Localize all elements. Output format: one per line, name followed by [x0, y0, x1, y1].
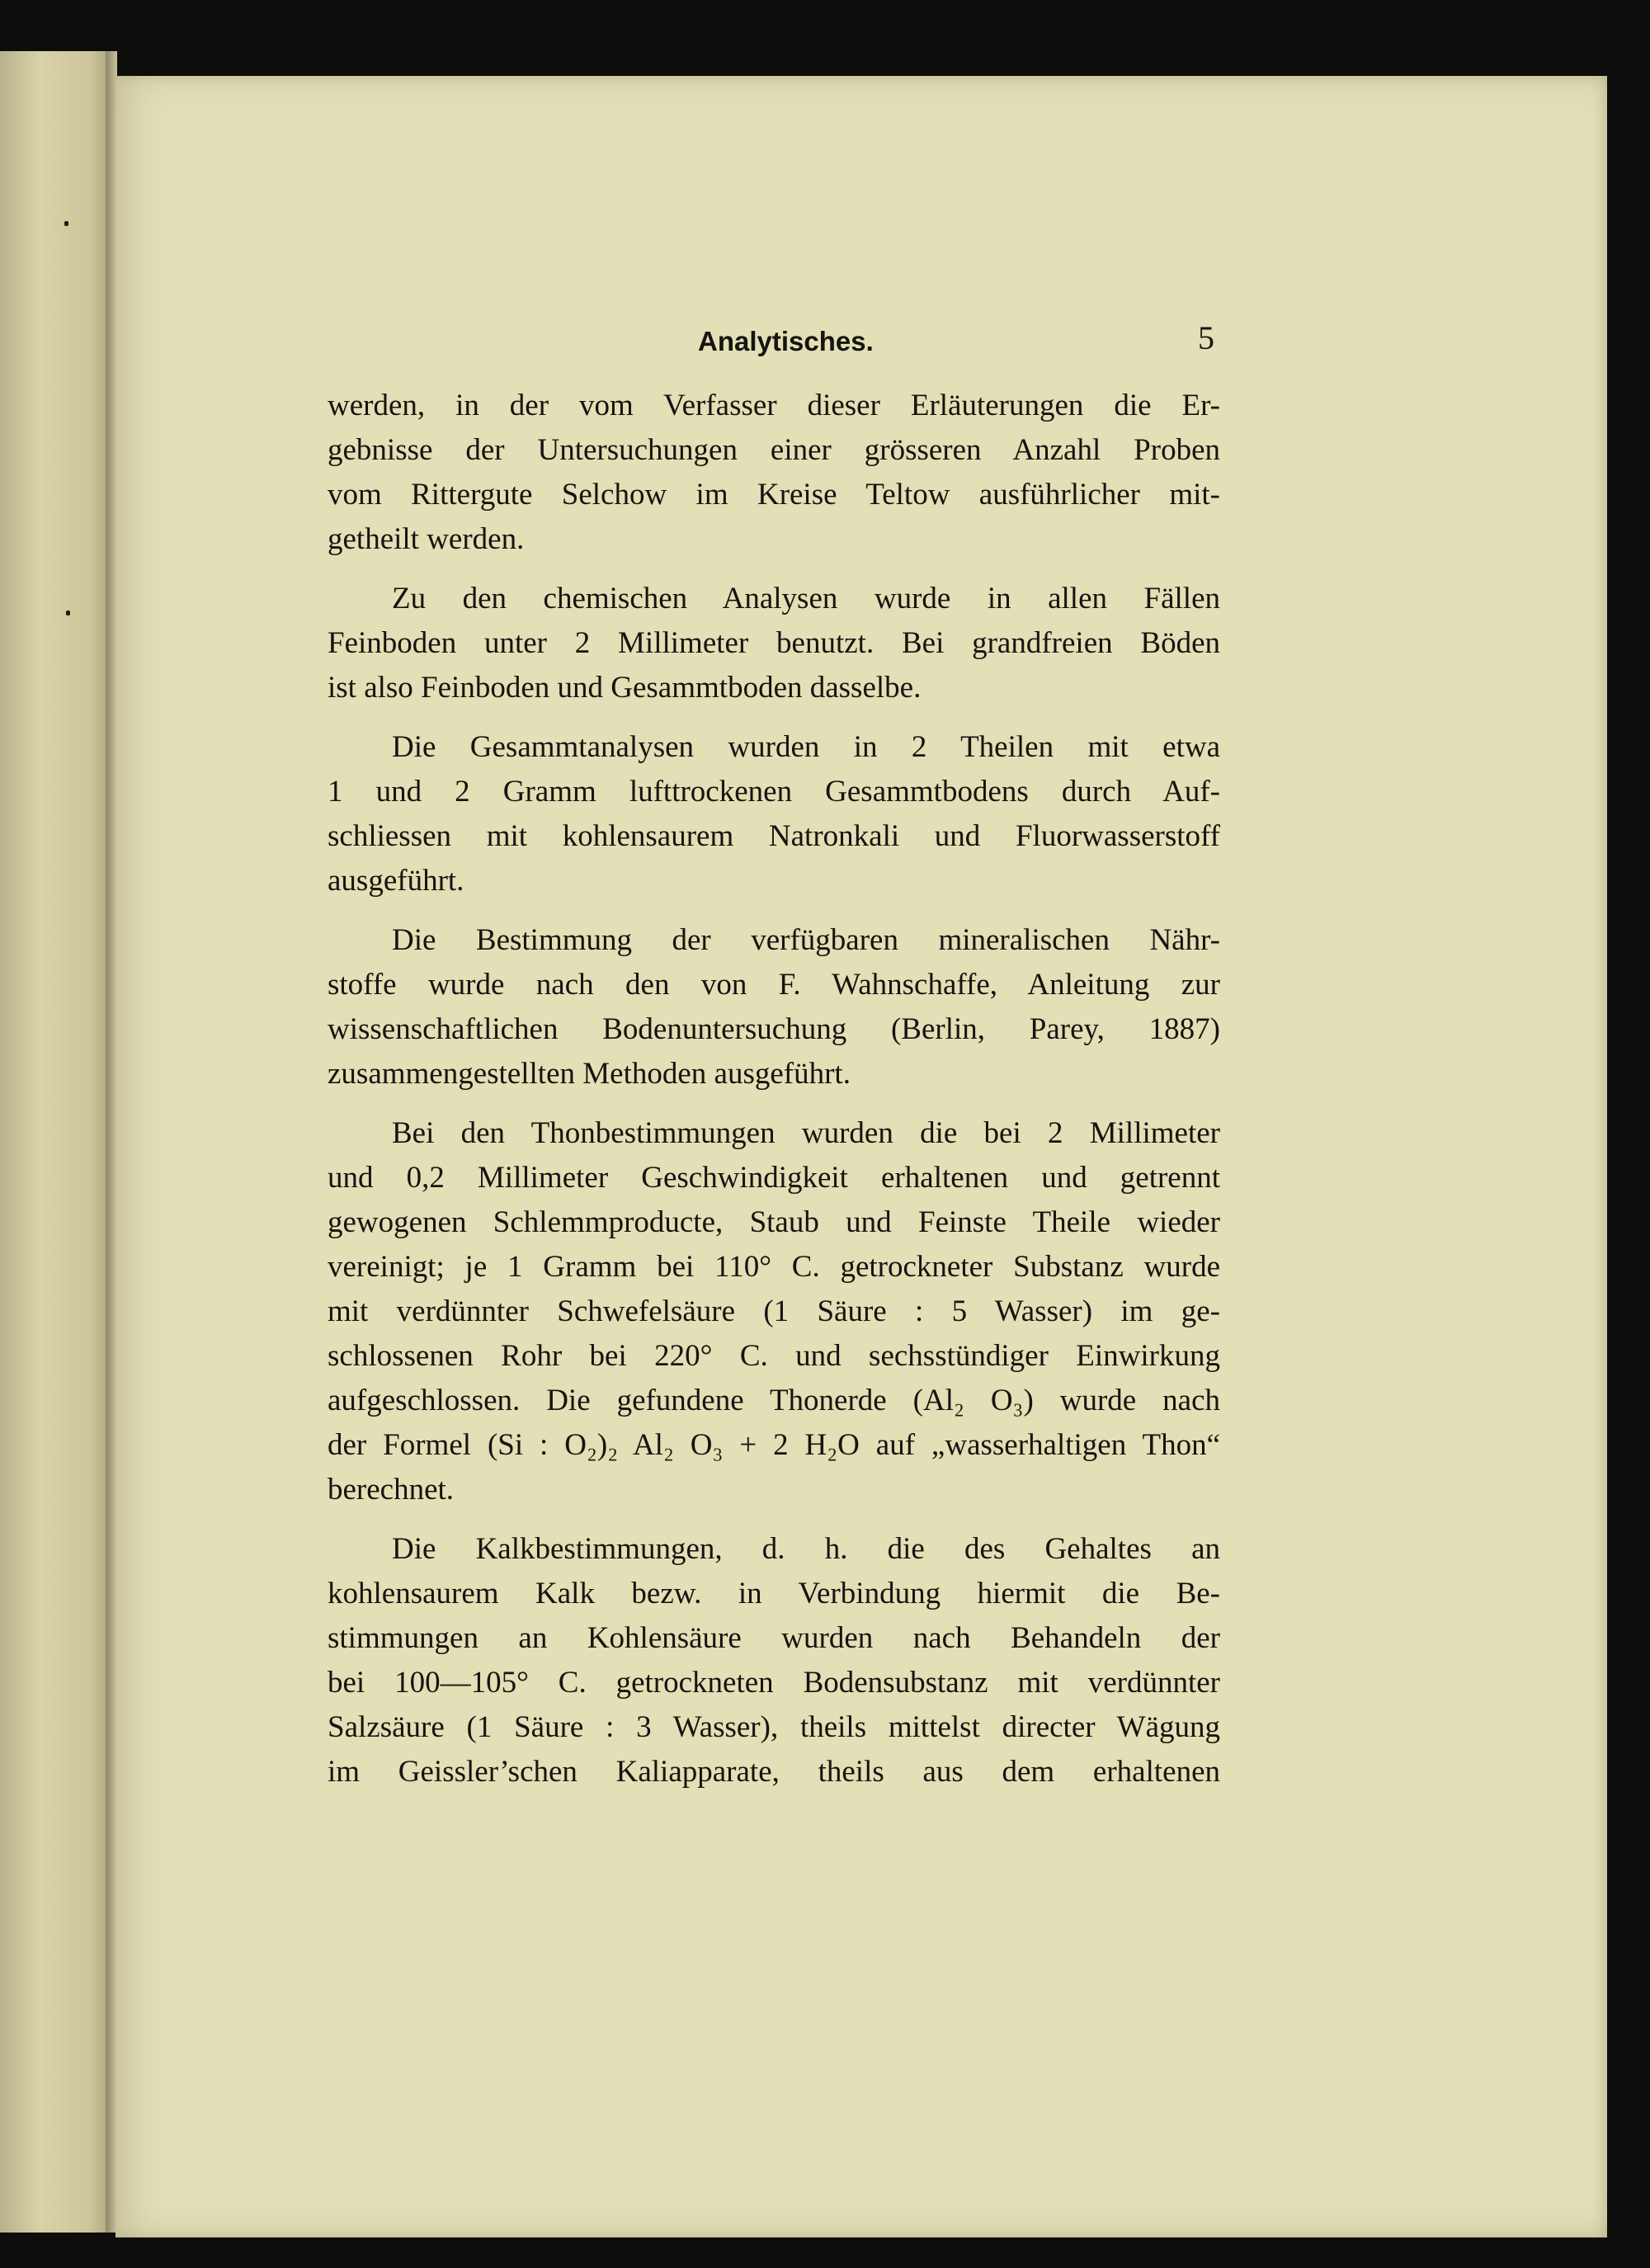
text-line: berechnet.	[328, 1473, 455, 1506]
text-line: stimmungen an Kohlensäure wurden nach Behandeln der	[328, 1621, 1220, 1655]
text-line: und 0,2 Millimeter Geschwindigkeit erhaltenen und getrennt	[328, 1161, 1220, 1195]
text-line: mit verdünnter Schwefelsäure (1 Säure : 5 Wasser) im ge-	[328, 1294, 1220, 1328]
text-line: 1 und 2 Gramm lufttrockenen Gesammtbodens durch Auf-	[328, 775, 1220, 809]
text-line: Die Bestimmung der verfügbaren mineralischen Nähr-	[392, 923, 1220, 957]
paragraph-1	[328, 384, 1220, 562]
text-line: Bei den Thonbestimmungen wurden die bei 2 Millimeter	[392, 1116, 1220, 1150]
body-text	[328, 384, 1220, 1794]
text-line: werden, in der vom Verfasser dieser Erläuterungen die Er-	[328, 389, 1220, 422]
ink-speck	[64, 221, 68, 226]
text-line: schliessen mit kohlensaurem Natronkali und Fluorwasserstoff	[328, 819, 1220, 853]
text-line: zusammengestellten Methoden ausgeführt.	[328, 1057, 851, 1091]
text-line: gebnisse der Untersuchungen einer grösseren Anzahl Proben	[328, 433, 1220, 467]
text-line: aufgeschlossen. Die gefundene Thonerde (Al₂ O₃) wurde nach	[328, 1384, 1220, 1417]
paragraph-6	[328, 1527, 1220, 1794]
text-line: bei 100—105° C. getrockneten Bodensubstanz mit verdünnter	[328, 1666, 1220, 1700]
running-head: Analytisches.	[698, 326, 874, 356]
paragraph-3	[328, 725, 1220, 903]
text-line: vereinigt; je 1 Gramm bei 110° C. getrockneter Substanz wurde	[328, 1250, 1220, 1284]
text-line: vom Rittergute Selchow im Kreise Teltow ausführlicher mit-	[328, 478, 1220, 512]
text-line: Feinboden unter 2 Millimeter benutzt. Bei grandfreien Böden	[328, 626, 1220, 660]
text-line: ausgeführt.	[328, 864, 464, 898]
text-line: gewogenen Schlemmproducte, Staub und Feinste Theile wieder	[328, 1205, 1220, 1239]
text-line: Salzsäure (1 Säure : 3 Wasser), theils mittelst directer Wägung	[328, 1710, 1220, 1744]
paragraph-4	[328, 918, 1220, 1096]
text-line: stoffe wurde nach den von F. Wahnschaffe, Anleitung zur	[328, 968, 1220, 1002]
page-number: 5	[1198, 319, 1214, 356]
text-line: schlossenen Rohr bei 220° C. und sechsstündiger Einwirkung	[328, 1339, 1220, 1373]
text-line: kohlensaurem Kalk bezw. in Verbindung hiermit die Be-	[328, 1577, 1220, 1610]
paragraph-2	[328, 577, 1220, 710]
text-line: der Formel (Si : O₂)₂ Al₂ O₃ + 2 H₂O auf „wasserhaltigen Thon“	[328, 1428, 1220, 1462]
book-spine-left-page	[0, 51, 112, 2233]
text-line: ist also Feinboden und Gesammtboden dasselbe.	[328, 671, 922, 705]
text-line: wissenschaftlichen Bodenuntersuchung (Berlin, Parey, 1887)	[328, 1012, 1220, 1046]
text-line: Die Kalkbestimmungen, d. h. die des Gehaltes an	[392, 1532, 1220, 1566]
text-line: im Geissler’schen Kaliapparate, theils aus dem erhaltenen	[328, 1755, 1220, 1789]
text-line: Die Gesammtanalysen wurden in 2 Theilen mit etwa	[392, 730, 1220, 764]
text-line: getheilt werden.	[328, 522, 525, 556]
paragraph-5	[328, 1111, 1220, 1512]
text-line: Zu den chemischen Analysen wurde in allen Fällen	[392, 582, 1220, 615]
ink-speck	[66, 611, 70, 615]
